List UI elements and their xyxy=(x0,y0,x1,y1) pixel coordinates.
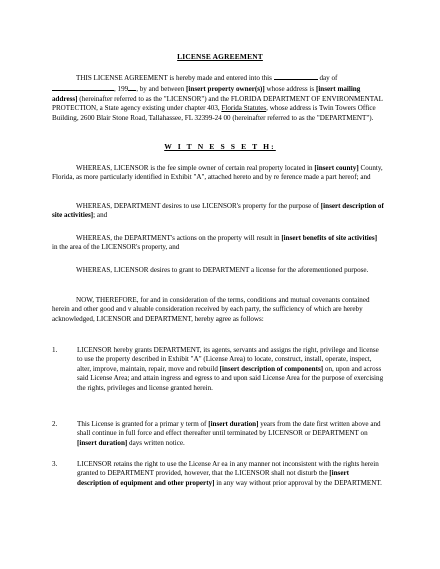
intro-text-d: , by and between xyxy=(136,85,185,94)
clause-3-text-a: LICENSOR retains the right to use the License Ar ea in any manner not inconsistent with the rights herein granted to DEPARTMENT provided, however, that the LICENSOR shall not disturb the xyxy=(77,460,379,478)
clause-2-text xyxy=(77,420,384,448)
whereas-use-text-end: ; and xyxy=(93,211,108,220)
clause-3-text xyxy=(77,460,384,488)
benefits-placeholder: [insert benefits of site activities] xyxy=(281,234,378,242)
components-placeholder: [insert description of components] xyxy=(219,364,324,373)
intro-text-j: , whose address is Twin Towers Office Building, 2600 Blair Stone Road, Tallahassee, FL 32399-24 00 (hereinafter referred to as the "DEPARTMENT"). xyxy=(52,104,376,122)
clause-1-text xyxy=(77,346,384,393)
whereas-benefits-text: WHEREAS, the DEPARTMENT's actions on the property will result in xyxy=(76,234,280,242)
whereas-owner-text: WHEREAS, LICENSOR is the fee simple owner of certain real property located in xyxy=(76,164,313,172)
clause-2-text-c: years from the date first written above and shall continue in full force and effect thereafter until terminated by LICENSOR or DEPARTMENT on xyxy=(77,420,381,438)
equipment-placeholder: [insert description of equipment and other property] xyxy=(77,469,349,487)
intro-text-h: (hereinafter referred to as the "LICENSOR") and the FLORIDA DEPARTMENT OF ENVIRONMENTAL PROTECTION, a State agency existing under chapter 403, xyxy=(52,94,383,113)
year-blank xyxy=(128,83,136,91)
clause-1-number: 1. xyxy=(52,346,58,354)
duration-days-placeholder: [insert duration] xyxy=(77,438,128,447)
whereas-owner-paragraph xyxy=(52,164,384,183)
month-blank xyxy=(52,83,114,91)
clause-2-number: 2. xyxy=(52,420,58,428)
document-title: LICENSE AGREEMENT xyxy=(177,52,263,61)
mailing-address-placeholder: [insert mailing address] xyxy=(52,85,361,103)
day-blank xyxy=(274,72,318,80)
clause-2-text-e: days written notice. xyxy=(129,438,185,447)
florida-statutes: Florida Statutes xyxy=(221,104,267,113)
clause-1-text-a: LICENSOR hereby grants DEPARTMENT, its agents, servants and assigns the right, privilege and license to use the property described in Exhibit "A" (License Area) to locate, construct, install, operate, inspect, alter, improve, maintain, repair, move and rebuild xyxy=(77,346,379,373)
whereas-grant-text: WHEREAS, LICENSOR desires to grant to DEPARTMENT a license for the aforementioned purpose. xyxy=(76,266,369,274)
duration-years-placeholder: [insert duration] xyxy=(208,420,259,428)
intro-text-a: THIS LICENSE AGREEMENT is hereby made and entered into this xyxy=(76,74,272,82)
intro-paragraph xyxy=(52,72,384,123)
clause-2-text-a: This License is granted for a primar y term of xyxy=(77,420,207,428)
intro-text-b: day of xyxy=(319,74,338,82)
clause-1-text-c: on, upon and across said License Area; and attain ingress and egress to and upon said License Area for the purpose of exercising the rights, privileges and license granted herein. xyxy=(77,364,384,392)
intro-text-c: , 199 xyxy=(114,85,129,94)
whereas-grant-paragraph xyxy=(52,266,384,275)
intro-text-f: whose address is xyxy=(266,85,315,94)
clause-3-number: 3. xyxy=(52,460,58,468)
clause-3-text-c: in any way without prior approval by the DEPARTMENT. xyxy=(216,478,382,487)
now-therefore-text: NOW, THEREFORE, for and in consideration of the terms, conditions and mutual covenants contained herein and other good and v aluable consideration received by each party, the sufficiency of which are hereby acknowledged, LICENSOR and DEPARTMENT, hereby agree as follows: xyxy=(52,296,370,323)
property-owner-placeholder: [insert property owner(s)] xyxy=(186,85,265,94)
whereas-benefits-paragraph xyxy=(52,234,384,253)
witnesseth-heading: W I T N E S S E T H: xyxy=(164,142,276,151)
county-placeholder: [insert county] xyxy=(314,164,359,172)
whereas-owner-text-end: County, Florida, as more particularly identified in Exhibit "A", attached hereto and by re ference made a part hereof; and xyxy=(52,164,383,182)
whereas-use-text: WHEREAS, DEPARTMENT desires to use LICENSOR's property for the purpose of xyxy=(76,202,320,210)
now-therefore-paragraph xyxy=(52,296,384,324)
whereas-use-paragraph xyxy=(52,202,384,221)
whereas-benefits-text-end: in the area of the LICENSOR's property, and xyxy=(52,243,180,252)
site-activities-placeholder: [insert description of site activities] xyxy=(52,202,384,220)
